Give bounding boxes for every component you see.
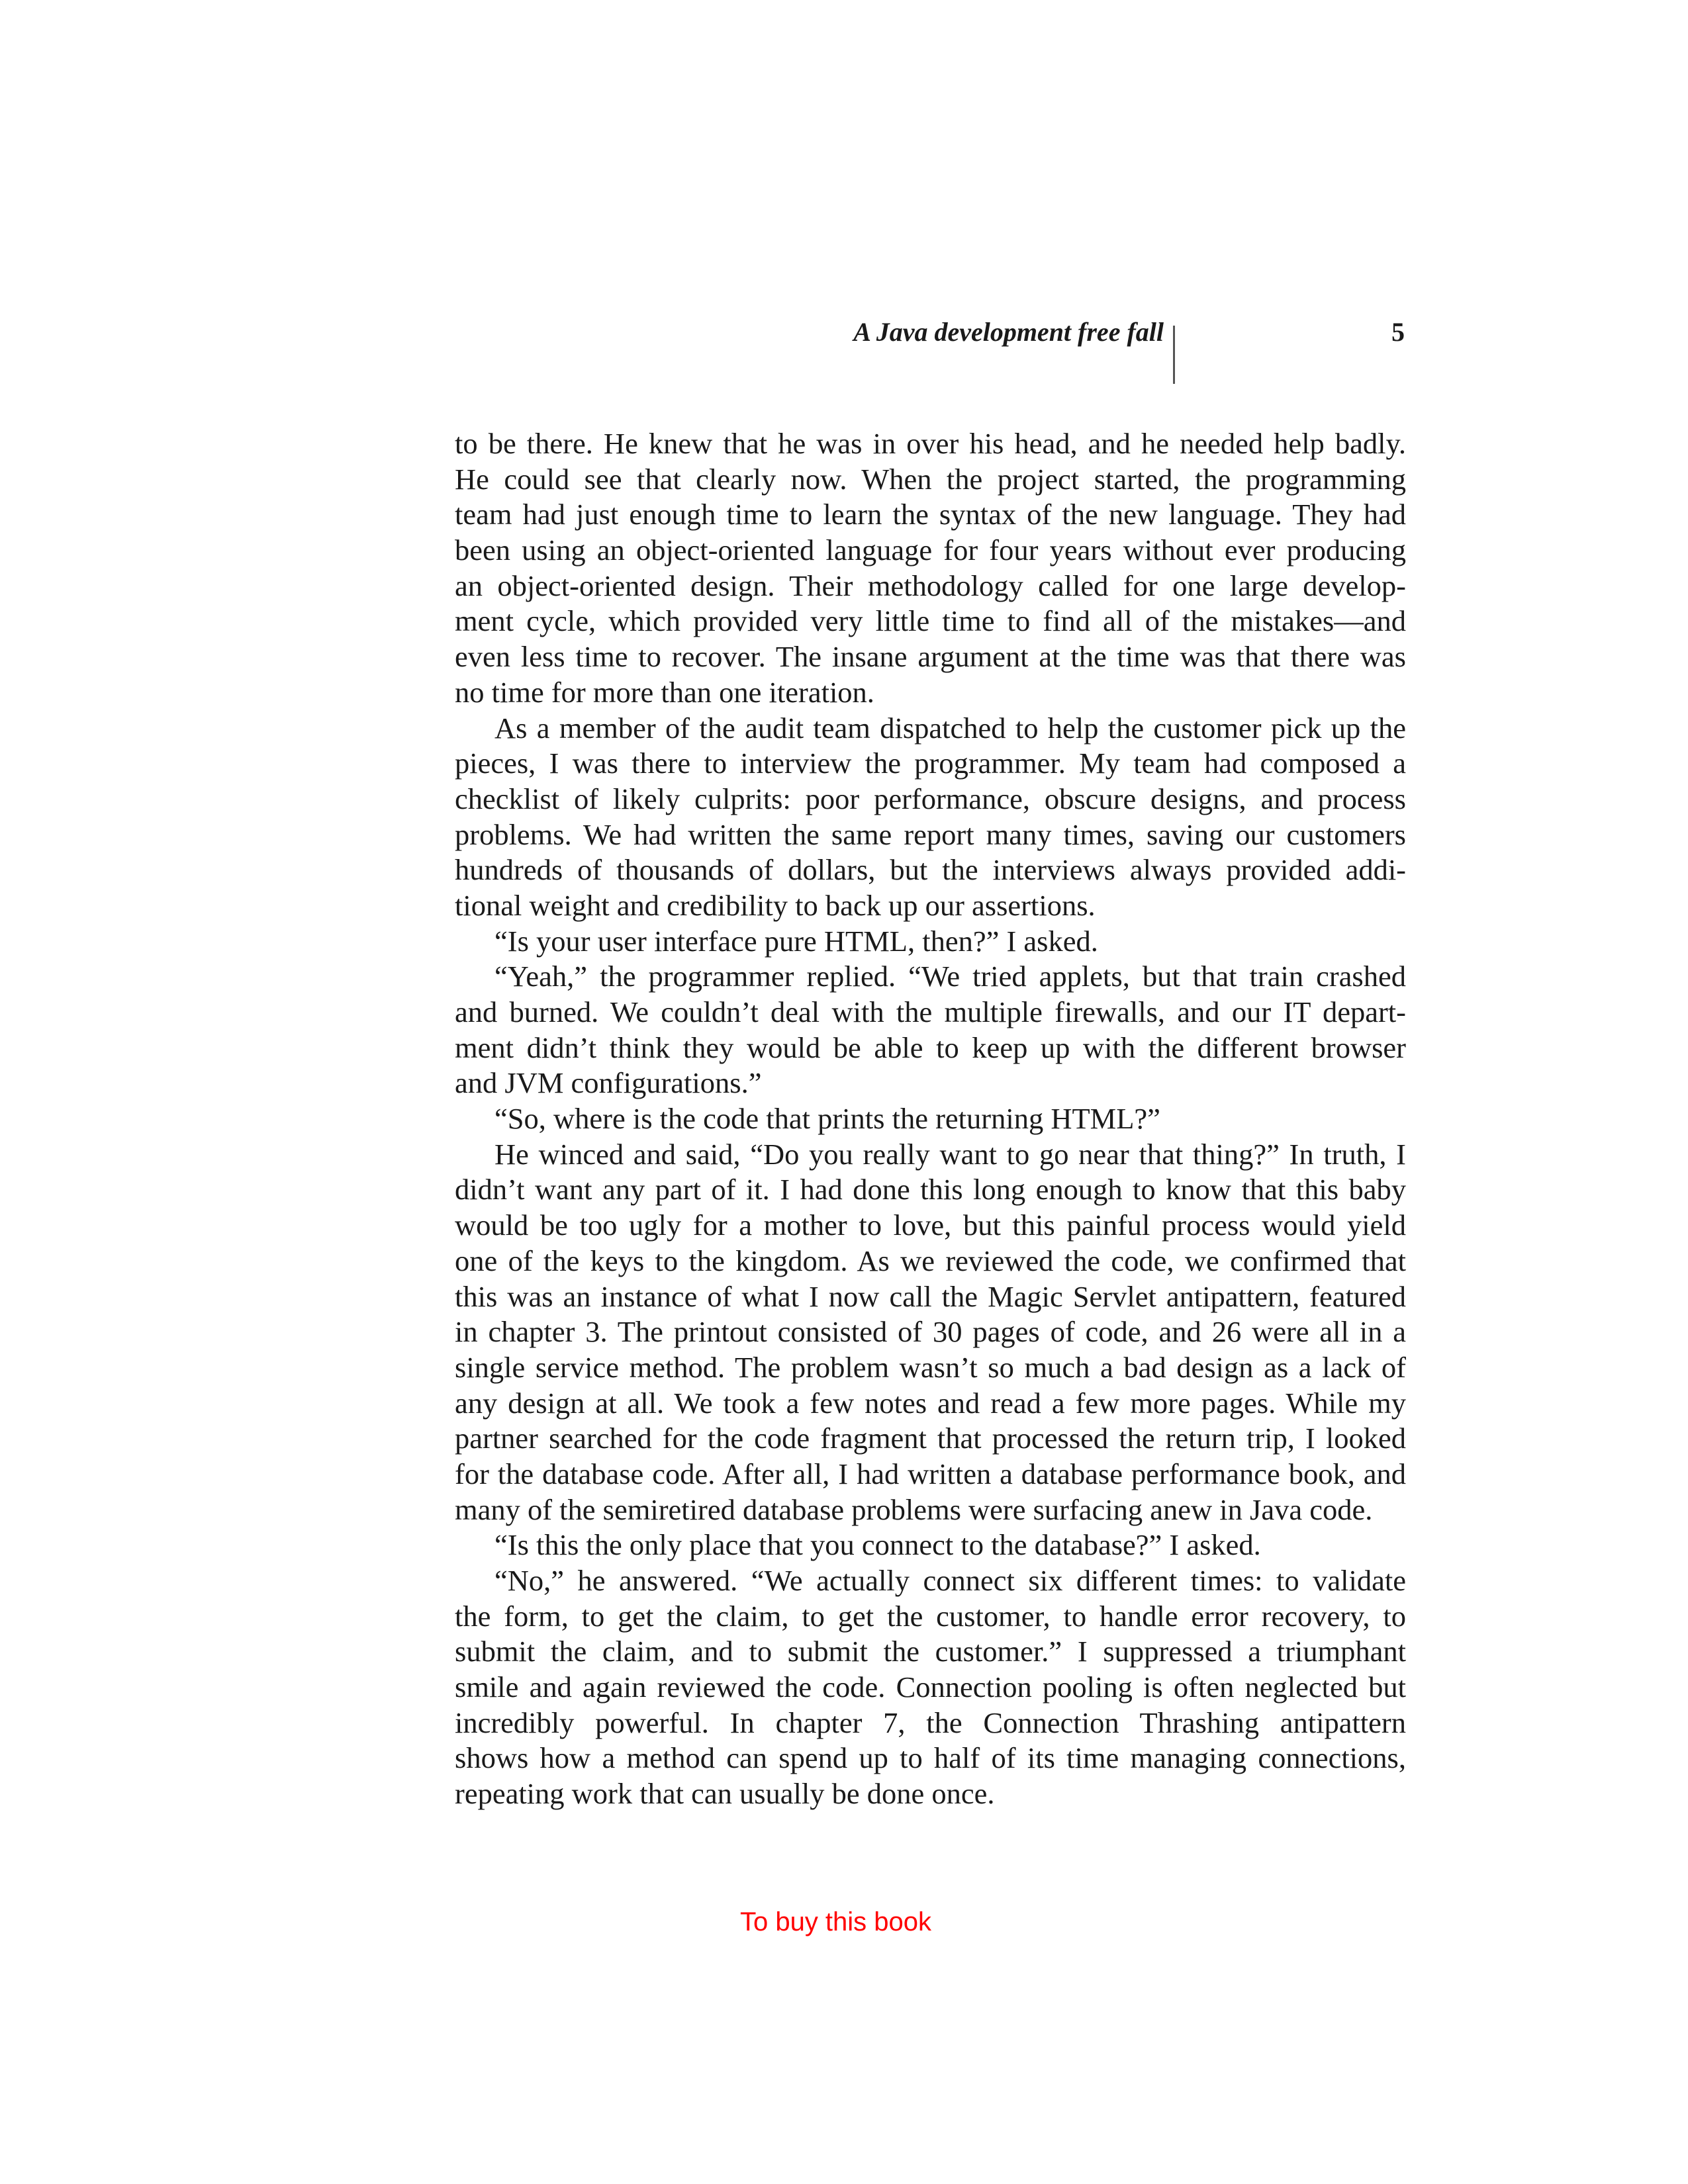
text-line: As a member of the audit team dispatched to help the customer pick up the xyxy=(494,711,1406,745)
paragraph xyxy=(455,924,1406,960)
text-line: even less time to recover. The insane argument at the time was that there was xyxy=(455,640,1406,674)
text-line: for the database code. After all, I had written a database performance book, and xyxy=(455,1457,1406,1490)
text-line: He winced and said, “Do you really want to go near that thing?” In truth, I xyxy=(494,1137,1406,1171)
text-line: to be there. He knew that he was in over his head, and he needed help badly. xyxy=(455,427,1406,460)
text-line: He could see that clearly now. When the project started, the programming xyxy=(455,462,1406,496)
text-line: no time for more than one iteration. xyxy=(455,675,874,709)
paragraph xyxy=(455,959,1406,1101)
text-line: and JVM configurations.” xyxy=(455,1066,762,1100)
text-line: the form, to get the claim, to get the customer, to handle error recovery, to xyxy=(455,1599,1406,1633)
paragraph xyxy=(455,1527,1406,1563)
buy-book-link[interactable]: To buy this book xyxy=(739,1907,932,1936)
text-line: would be too ugly for a mother to love, but this painful process would yield xyxy=(455,1208,1406,1242)
header-divider xyxy=(1173,326,1175,384)
text-line: hundreds of thousands of dollars, but the interviews always provided addi- xyxy=(455,853,1406,887)
paragraph xyxy=(455,1563,1406,1812)
text-line: “No,” he answered. “We actually connect six different times: to validate xyxy=(494,1564,1406,1597)
text-line: and burned. We couldn’t deal with the multiple firewalls, and our IT depart- xyxy=(455,995,1406,1028)
text-line: problems. We had written the same report many times, saving our customers xyxy=(455,817,1406,851)
text-line: smile and again reviewed the code. Connection pooling is often neglected but xyxy=(455,1670,1406,1704)
text-line: this was an instance of what I now call the Magic Servlet antipattern, featured xyxy=(455,1279,1406,1313)
text-line: submit the claim, and to submit the customer.” I suppressed a triumphant xyxy=(455,1635,1406,1668)
text-line: in chapter 3. The printout consisted of 30 pages of code, and 26 were all in a xyxy=(455,1315,1406,1349)
text-line: “Yeah,” the programmer replied. “We tried applets, but that train crashed xyxy=(494,960,1406,993)
text-line: any design at all. We took a few notes and read a few more pages. While my xyxy=(455,1386,1406,1420)
text-line: “Is this the only place that you connect to the database?” I asked. xyxy=(494,1528,1261,1562)
paragraph xyxy=(455,1137,1406,1528)
text-line: checklist of likely culprits: poor performance, obscure designs, and process xyxy=(455,782,1406,815)
body-text xyxy=(455,426,1406,1812)
text-line: repeating work that can usually be done once. xyxy=(455,1777,995,1811)
paragraph xyxy=(455,426,1406,711)
text-line: team had just enough time to learn the syntax of the new language. They had xyxy=(455,498,1406,531)
text-line: shows how a method can spend up to half of its time managing connections, xyxy=(455,1741,1406,1775)
text-line: been using an object-oriented language for four years without ever producing xyxy=(455,533,1406,567)
text-line: ment didn’t think they would be able to keep up with the different browser xyxy=(455,1030,1406,1064)
text-line: didn’t want any part of it. I had done this long enough to know that this baby xyxy=(455,1173,1406,1206)
text-line: “Is your user interface pure HTML, then?” I asked. xyxy=(494,924,1098,958)
page-number: 5 xyxy=(1391,317,1405,347)
text-line: ment cycle, which provided very little time to find all of the mistakes—and xyxy=(455,604,1406,638)
text-line: incredibly powerful. In chapter 7, the Connection Thrashing antipattern xyxy=(455,1706,1406,1739)
text-line: “So, where is the code that prints the returning HTML?” xyxy=(494,1102,1160,1136)
paragraph xyxy=(455,711,1406,924)
text-line: an object-oriented design. Their methodology called for one large develop- xyxy=(455,569,1406,602)
text-line: partner searched for the code fragment that processed the return trip, I looked xyxy=(455,1422,1406,1455)
text-line: tional weight and credibility to back up our assertions. xyxy=(455,888,1096,922)
paragraph xyxy=(455,1101,1406,1137)
text-line: many of the semiretired database problems were surfacing anew in Java code. xyxy=(455,1492,1373,1526)
text-line: one of the keys to the kingdom. As we reviewed the code, we confirmed that xyxy=(455,1244,1406,1277)
text-line: single service method. The problem wasn’t so much a bad design as a lack of xyxy=(455,1350,1406,1384)
text-line: pieces, I was there to interview the programmer. My team had composed a xyxy=(455,747,1406,780)
running-header-title: A Java development free fall xyxy=(853,317,1164,347)
